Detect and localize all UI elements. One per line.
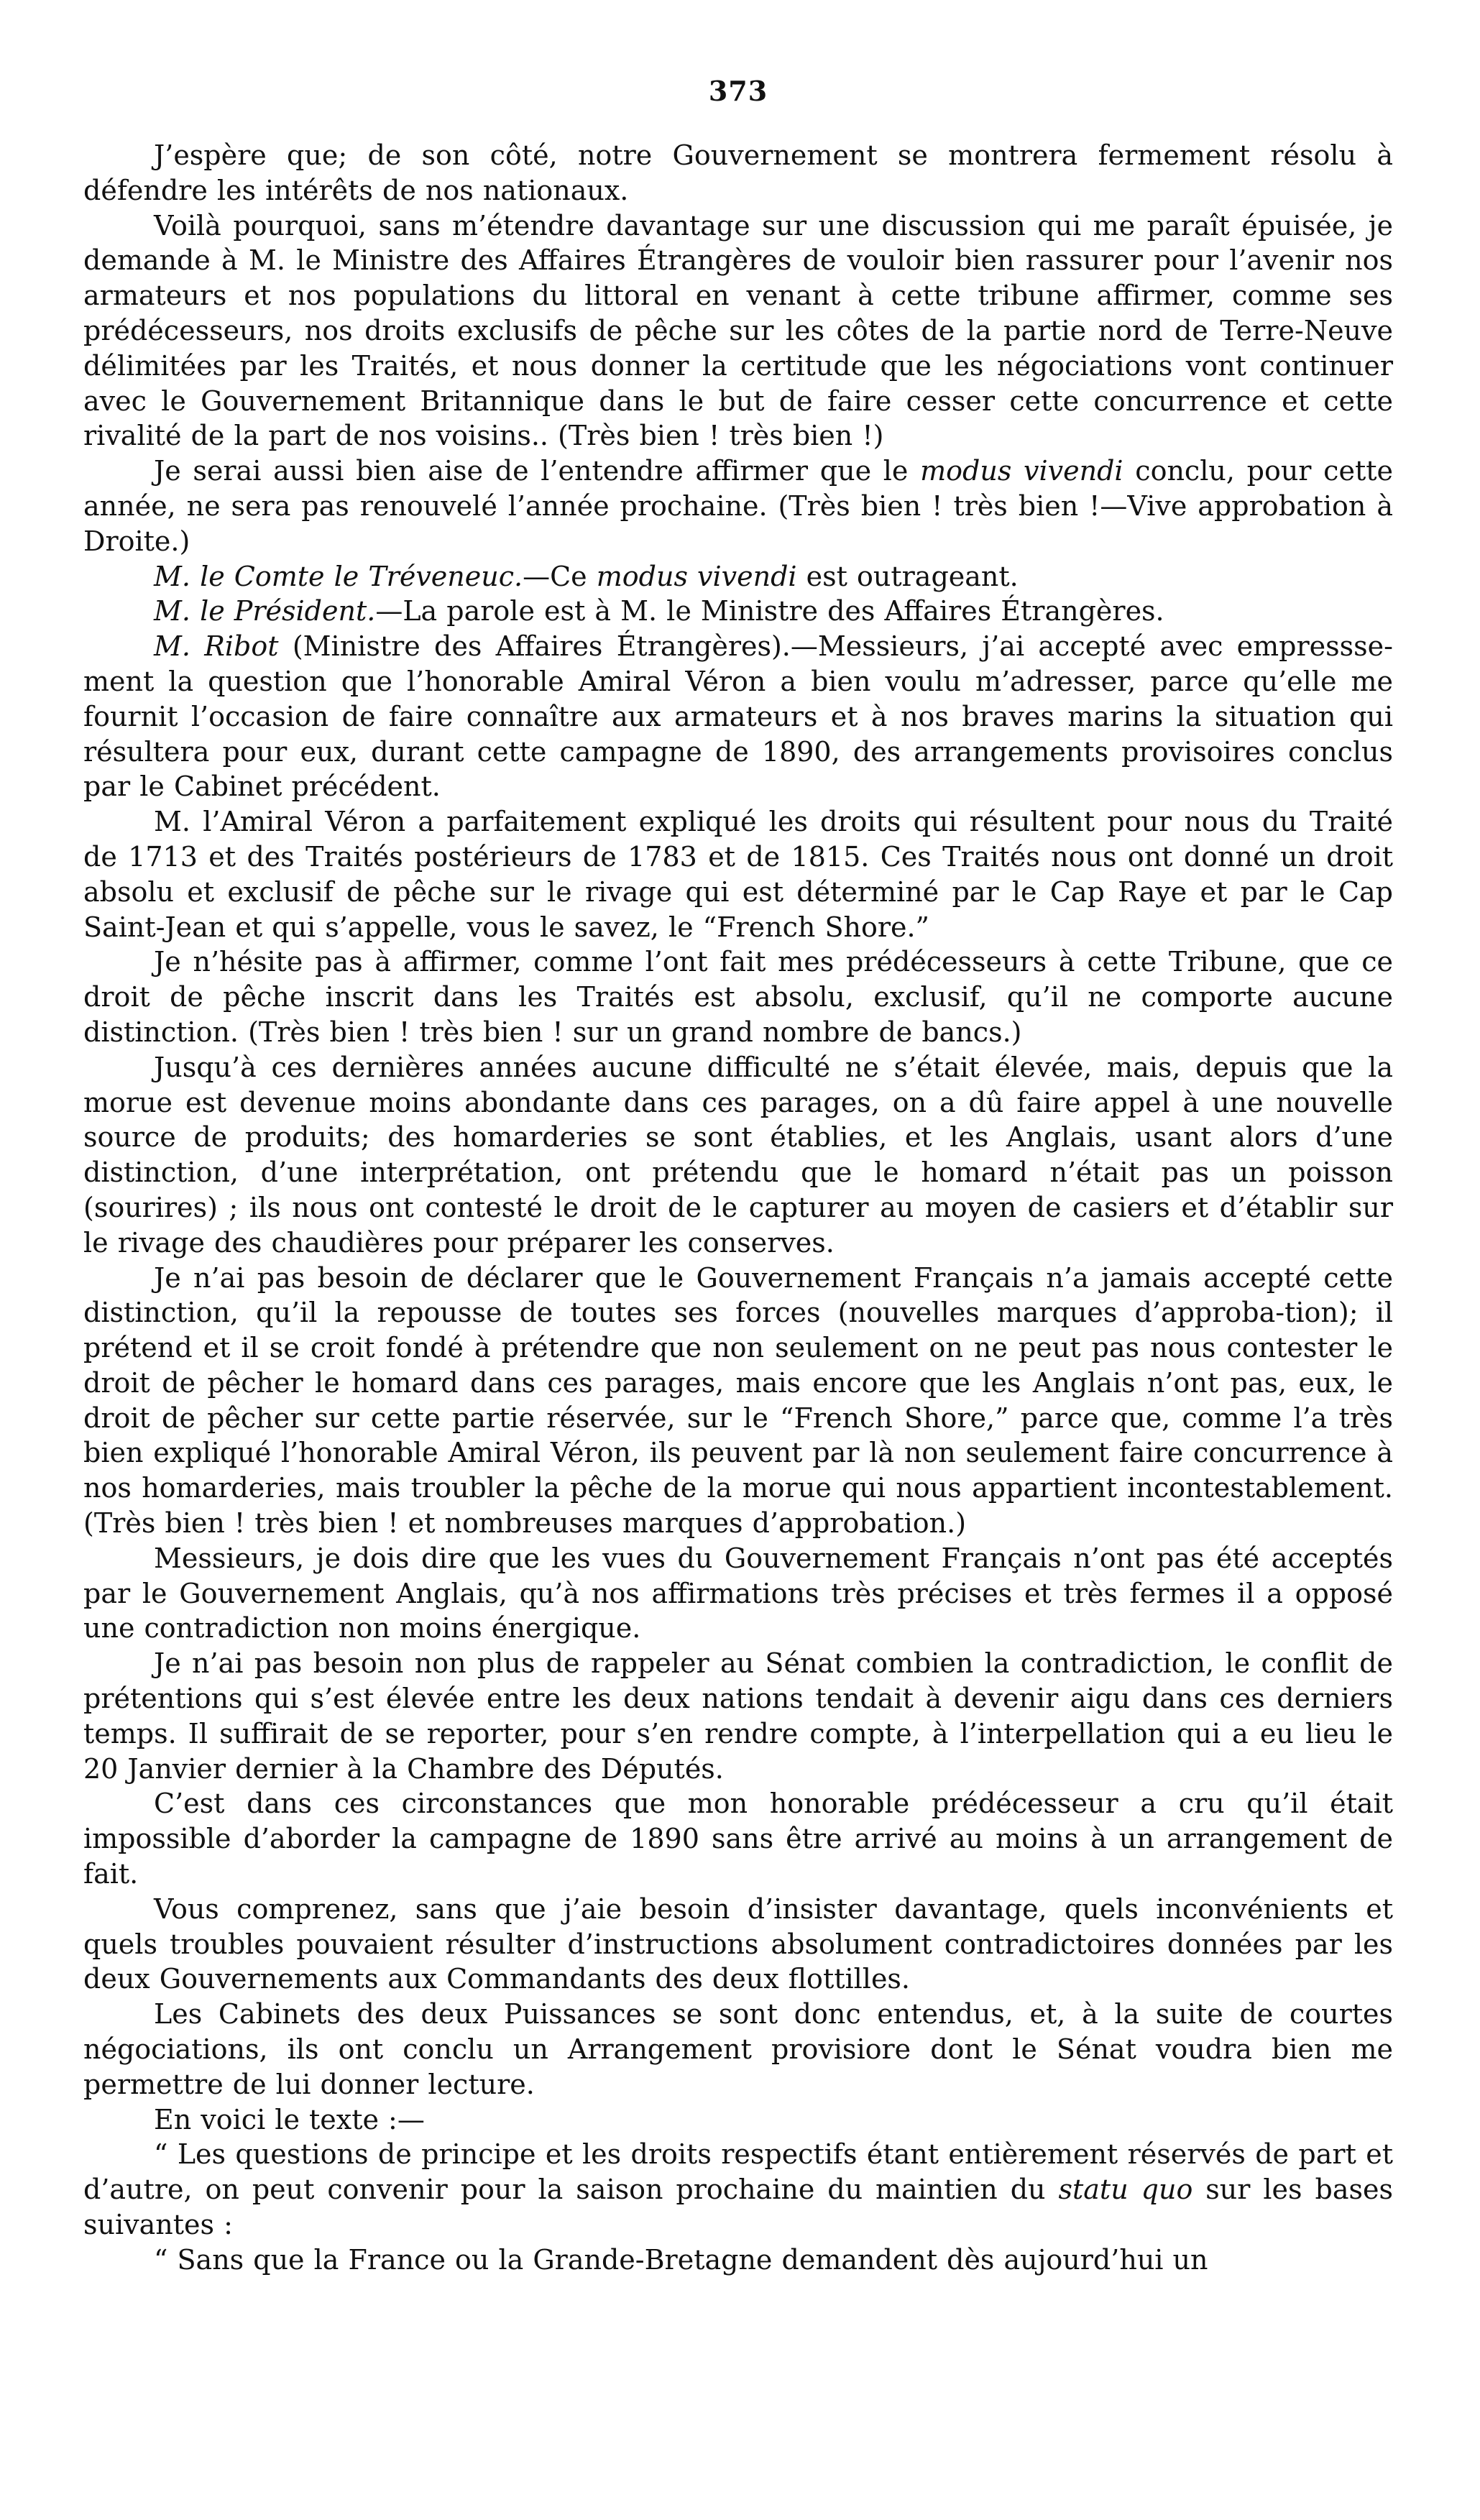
paragraph: En voici le texte :— xyxy=(154,2103,425,2135)
paragraph: Je n’ai pas besoin non plus de rappeler au Sénat combien la contradiction, le conflit de prétentions qui s’est élevée entre les deux nations tendait à devenir aigu dans ces derniers temps. Il suffirait de se reporter, pour s’en rendre compte, à l’interpellation qui a eu lieu le 20 Janvier dernier à la Chambre des Députés. xyxy=(83,1647,1393,1785)
paragraph: Vous comprenez, sans que j’aie besoin d’insister davantage, quels inconvénients et quels troubles pouvaient résulter d’instructions absolument contradictoires données par les deux Gouvernements aux Commandants des deux flottilles. xyxy=(83,1893,1393,1995)
paragraph: Messieurs, je dois dire que les vues du Gouvernement Français n’ont pas été acceptés par le Gouvernement Anglais, qu’à nos affirmations très précises et très fermes il a opposé une contradiction non moins énergique. xyxy=(83,1542,1393,1645)
paragraph: M. le Comte le Tréveneuc.—Ce modus vivendi est outrageant. xyxy=(154,560,1019,592)
paragraph: M. l’Amiral Véron a parfaitement expliqué les droits qui résultent pour nous du Traité de 1713 et des Traités postérieurs de 1783 et de 1815. Ces Traités nous ont donné un droit absolu et exclusif de pêche sur le rivage qui est déterminé par le Cap Raye et par le Cap Saint-Jean et qui s’appelle, vous le savez, le “French Shore.” xyxy=(83,806,1393,943)
text-body xyxy=(83,138,1393,2278)
paragraph: Je n’ai pas besoin de déclarer que le Gouvernement Français n’a jamais accepté cette distinction, qu’il la repousse de toutes ses forces (nouvelles marques d’approba-tion); il prétend et il se croit fondé à prétendre que non seulement on ne peut pas nous contester le droit de pêcher le homard dans ces parages, mais encore que les Anglais n’ont pas, eux, le droit de pêcher sur cette partie réservée, sur le “French Shore,” parce que, comme l’a très bien expliqué l’honorable Amiral Véron, ils peuvent par là non seulement faire concurrence à nos homarderies, mais troubler la pêche de la morue qui nous appartient incontestablement. (Très bien ! très bien ! et nombreuses marques d’approbation.) xyxy=(83,1261,1393,1540)
paragraph: Les Cabinets des deux Puissances se sont donc entendus, et, à la suite de courtes négociations, ils ont conclu un Arrangement provisiore dont le Sénat voudra bien me permettre de lui donner lecture. xyxy=(83,1998,1393,2100)
speaker-name: M. le Comte le Tréveneuc. xyxy=(154,560,523,592)
paragraph: M. Ribot (Ministre des Affaires Étrangères).—Messieurs, j’ai accepté avec empressse-ment la question que l’honorable Amiral Véron a bien voulu m’adresser, parce qu’elle me fournit l’occasion de faire connaître aux armateurs et à nos braves marins la situation qui résultera pour eux, durant cette campagne de 1890, des arrangements provisoires conclus par le Cabinet précédent. xyxy=(83,630,1393,803)
page-number: 373 xyxy=(708,75,768,107)
paragraph: C’est dans ces circonstances que mon honorable prédécesseur a cru qu’il était impossible d’aborder la campagne de 1890 sans être arrivé au moins à un arrangement de fait. xyxy=(83,1788,1393,1890)
speaker-name: M. le Président. xyxy=(154,595,376,627)
paragraph: “ Sans que la France ou la Grande-Bretagne demandent dès aujourd’hui un xyxy=(154,2243,1208,2276)
paragraph: Voilà pourquoi, sans m’étendre davantage sur une discussion qui me paraît épuisée, je demande à M. le Ministre des Affaires Étrangères de vouloir bien rassurer pour l’avenir nos armateurs et nos populations du littoral en venant à cette tribune affirmer, comme ses prédécesseurs, nos droits exclusifs de pêche sur les côtes de la partie nord de Terre-Neuve délimitées par les Traités, et nous donner la certitude que les négociations vont continuer avec le Gouvernement Britannique dans le but de faire cesser cette concurrence et cette rivalité de la part de nos voisins.. (Très bien ! très bien !) xyxy=(83,209,1393,452)
paragraph: J’espère que; de son côté, notre Gouvernement se montrera fermement résolu à défendre les intérêts de nos nationaux. xyxy=(83,139,1393,206)
paragraph: Je serai aussi bien aise de l’entendre affirmer que le modus vivendi conclu, pour cette année, ne sera pas renouvelé l’année prochaine. (Très bien ! très bien !—Vive approbation à Droite.) xyxy=(83,455,1393,557)
paragraph: M. le Président.—La parole est à M. le Ministre des Affaires Étrangères. xyxy=(154,595,1164,627)
speaker-name: M. Ribot xyxy=(154,630,279,663)
paragraph: Je n’hésite pas à affirmer, comme l’ont fait mes prédécesseurs à cette Tribune, que ce droit de pêche inscrit dans les Traités est absolu, exclusif, qu’il ne comporte aucune distinction. (Très bien ! très bien ! sur un grand nombre de bancs.) xyxy=(83,946,1393,1048)
paragraph: Jusqu’à ces dernières années aucune difficulté ne s’était élevée, mais, depuis que la morue est devenue moins abondante dans ces parages, on a dû faire appel à une nouvelle source de produits; des homarderies se sont établies, et les Anglais, usant alors d’une distinction, d’une interprétation, ont prétendu que le homard n’était pas un poisson (sourires) ; ils nous ont contesté le droit de le capturer au moyen de casiers et d’établir sur le rivage des chaudières pour préparer les conserves. xyxy=(83,1051,1393,1259)
paragraph: “ Les questions de principe et les droits respectifs étant entièrement réservés de part et d’autre, on peut convenir pour la saison prochaine du maintien du statu quo sur les bases suivantes : xyxy=(83,2138,1393,2241)
